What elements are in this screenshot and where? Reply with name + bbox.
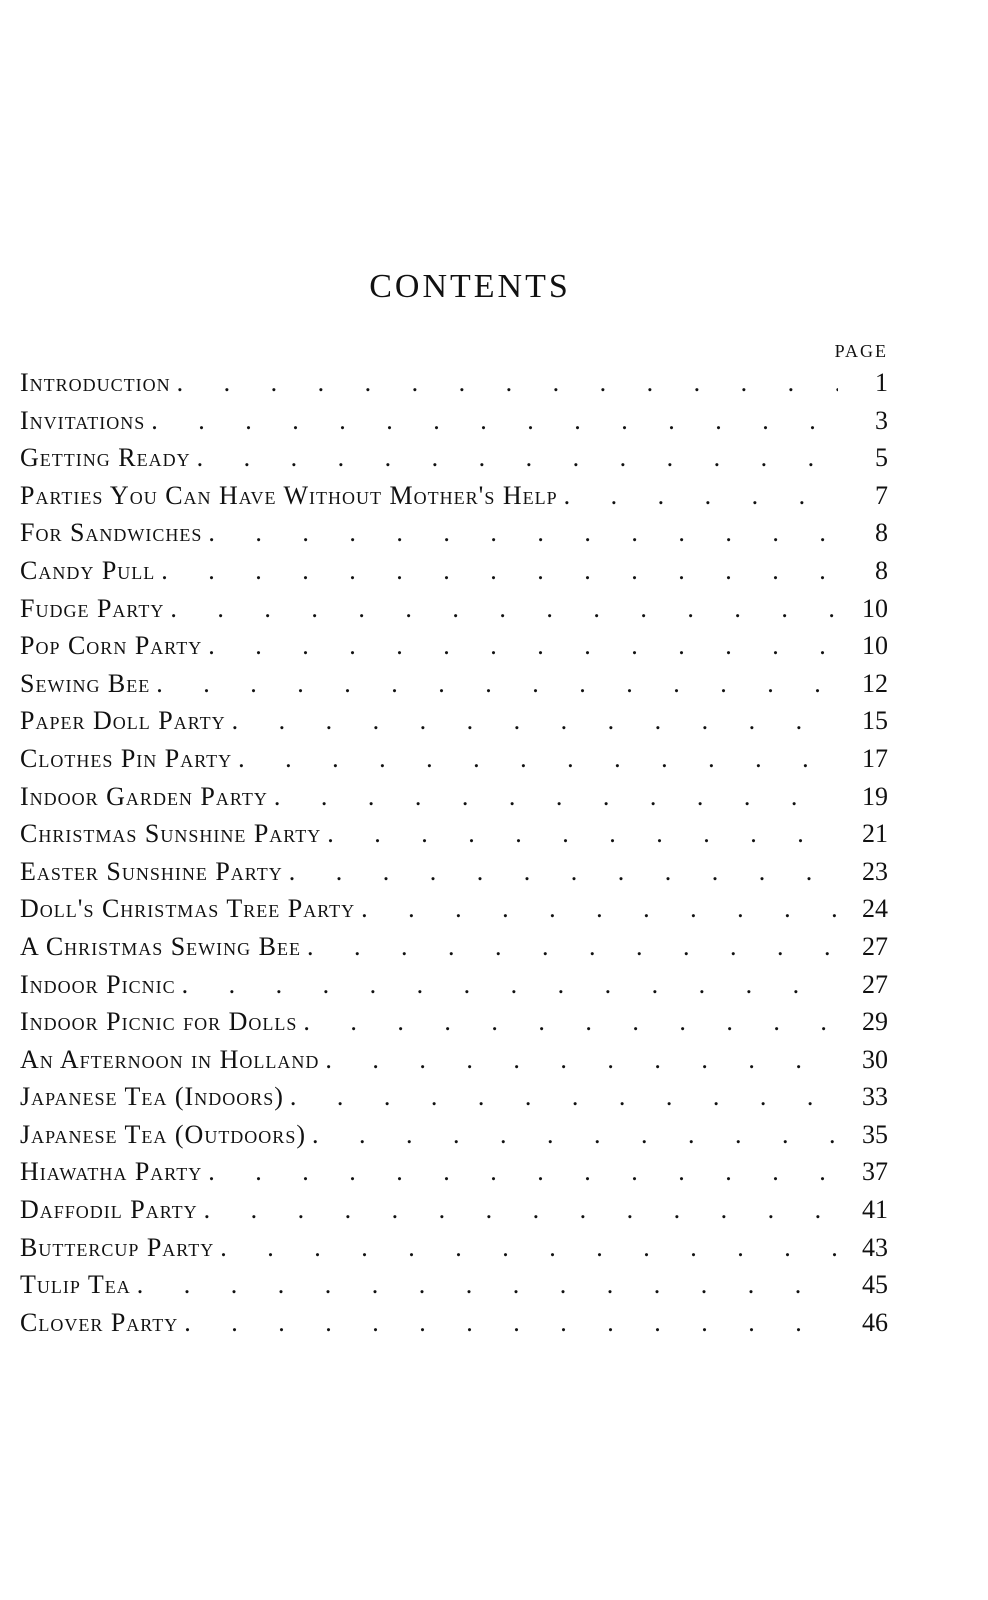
- dot-leader: [238, 740, 838, 778]
- toc-entry: [20, 1191, 888, 1229]
- toc-entry-title: Hiawatha Party: [20, 1157, 203, 1187]
- toc-entry-page-number: 37: [862, 1157, 888, 1187]
- toc-entry: [20, 928, 888, 966]
- toc-entry-page-number: 8: [875, 518, 888, 548]
- toc-entry-title: Japanese Tea (Indoors): [20, 1082, 284, 1112]
- toc-entry-title: Christmas Sunshine Party: [20, 819, 322, 849]
- dot-leader: [182, 966, 838, 1004]
- toc-entry-title: For Sandwiches: [20, 518, 203, 548]
- toc-entry-page-number: 21: [862, 819, 888, 849]
- toc-entry: [20, 1266, 888, 1304]
- toc-entry-title: Doll's Christmas Tree Party: [20, 894, 356, 924]
- page-title: CONTENTS: [369, 268, 571, 305]
- toc-entry-title: Clothes Pin Party: [20, 743, 233, 773]
- toc-entry-title: Pop Corn Party: [20, 631, 203, 661]
- toc-entry-title: Indoor Picnic: [20, 969, 176, 999]
- toc-entry: [20, 364, 888, 402]
- toc-entry-title: Buttercup Party: [20, 1232, 215, 1262]
- toc-entry-title: Indoor Picnic for Dolls: [20, 1007, 298, 1037]
- table-of-contents: [20, 364, 888, 1341]
- dot-leader: [208, 514, 838, 552]
- toc-entry-page-number: 23: [862, 856, 888, 886]
- toc-entry: [20, 402, 888, 440]
- toc-entry-page-number: 10: [862, 631, 888, 661]
- dot-leader: [564, 477, 838, 515]
- dot-leader: [289, 853, 838, 891]
- toc-entry-page-number: 10: [862, 593, 888, 623]
- dot-leader: [303, 1003, 838, 1041]
- toc-entry-title: Clover Party: [20, 1307, 179, 1337]
- toc-entry: [20, 1116, 888, 1154]
- toc-entry-page-number: 1: [875, 368, 888, 397]
- toc-entry-page-number: 35: [862, 1119, 888, 1149]
- toc-entry-page-number: 27: [862, 969, 888, 999]
- toc-entry-page-number: 8: [875, 555, 888, 585]
- dot-leader: [151, 402, 838, 440]
- dot-leader: [184, 1304, 838, 1342]
- dot-leader: [177, 364, 838, 402]
- toc-entry: [20, 665, 888, 703]
- dot-leader: [161, 552, 838, 590]
- dot-leader: [197, 439, 838, 477]
- toc-entry: [20, 702, 888, 740]
- dot-leader: [170, 590, 838, 628]
- toc-entry-title: Daffodil Party: [20, 1195, 198, 1225]
- toc-entry: [20, 627, 888, 665]
- dot-leader: [327, 815, 838, 853]
- toc-entry: [20, 590, 888, 628]
- dot-leader: [156, 665, 838, 703]
- toc-entry: [20, 1078, 888, 1116]
- toc-entry-page-number: 5: [875, 443, 888, 473]
- toc-entry-title: Introduction: [20, 368, 171, 397]
- dot-leader: [290, 1078, 838, 1116]
- toc-entry: [20, 815, 888, 853]
- toc-entry-page-number: 17: [862, 743, 888, 773]
- dot-leader: [361, 890, 838, 928]
- toc-entry-title: Getting Ready: [20, 443, 191, 473]
- dot-leader: [274, 778, 838, 816]
- toc-entry-title: Indoor Garden Party: [20, 781, 268, 811]
- toc-entry-page-number: 24: [862, 894, 888, 924]
- toc-entry-page-number: 45: [862, 1270, 888, 1300]
- toc-entry: [20, 514, 888, 552]
- toc-entry-title: Invitations: [20, 405, 146, 435]
- toc-entry-title: A Christmas Sewing Bee: [20, 931, 301, 961]
- toc-entry: [20, 853, 888, 891]
- toc-entry-title: An Afternoon in Holland: [20, 1044, 320, 1074]
- dot-leader: [137, 1266, 838, 1304]
- toc-entry: [20, 1041, 888, 1079]
- toc-entry-title: Parties You Can Have Without Mother's Help: [20, 480, 558, 510]
- toc-entry: [20, 439, 888, 477]
- toc-entry: [20, 1304, 888, 1342]
- toc-entry-page-number: 46: [862, 1307, 888, 1337]
- dot-leader: [208, 1153, 838, 1191]
- toc-entry-page-number: 19: [862, 781, 888, 811]
- toc-entry: [20, 966, 888, 1004]
- toc-entry-title: Sewing Bee: [20, 668, 151, 698]
- toc-entry-title: Japanese Tea (Outdoors): [20, 1119, 306, 1149]
- toc-entry-page-number: 41: [862, 1195, 888, 1225]
- page-column-label: PAGE: [834, 341, 888, 361]
- toc-entry-page-number: 15: [862, 706, 888, 736]
- toc-entry-page-number: 30: [862, 1044, 888, 1074]
- toc-entry: [20, 778, 888, 816]
- dot-leader: [312, 1116, 838, 1154]
- dot-leader: [208, 627, 838, 665]
- dot-leader: [325, 1041, 838, 1079]
- toc-entry: [20, 552, 888, 590]
- toc-entry-title: Easter Sunshine Party: [20, 856, 283, 886]
- toc-entry-page-number: 3: [875, 405, 888, 435]
- toc-entry-page-number: 29: [862, 1007, 888, 1037]
- toc-entry: [20, 1229, 888, 1267]
- toc-entry: [20, 477, 888, 515]
- toc-entry-title: Candy Pull: [20, 555, 156, 585]
- toc-entry-page-number: 12: [862, 668, 888, 698]
- toc-entry-page-number: 27: [862, 931, 888, 961]
- toc-entry: [20, 1003, 888, 1041]
- dot-leader: [232, 702, 838, 740]
- dot-leader: [307, 928, 838, 966]
- toc-entry: [20, 890, 888, 928]
- dot-leader: [204, 1191, 838, 1229]
- toc-entry-page-number: 33: [862, 1082, 888, 1112]
- toc-entry-page-number: 7: [875, 480, 888, 510]
- toc-entry: [20, 740, 888, 778]
- toc-entry-title: Tulip Tea: [20, 1270, 131, 1300]
- toc-entry: [20, 1153, 888, 1191]
- toc-entry-title: Paper Doll Party: [20, 706, 226, 736]
- toc-entry-page-number: 43: [862, 1232, 888, 1262]
- toc-entry-title: Fudge Party: [20, 593, 165, 623]
- dot-leader: [220, 1229, 838, 1267]
